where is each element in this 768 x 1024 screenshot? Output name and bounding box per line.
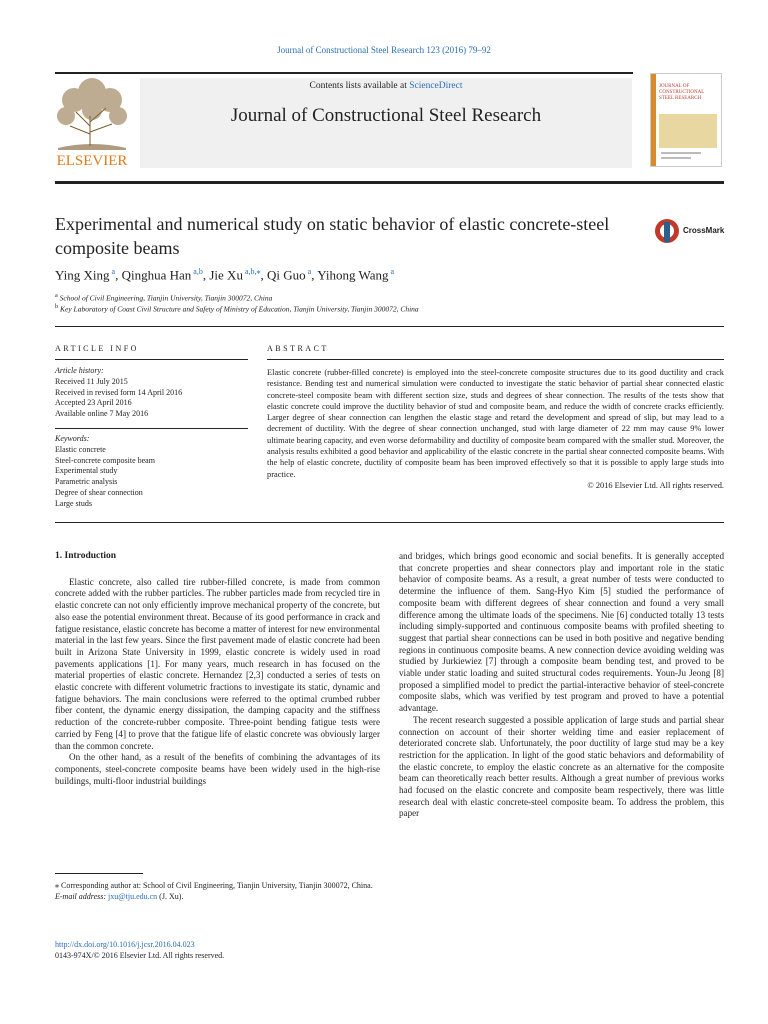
journal-cover[interactable] [650, 73, 722, 167]
author-affiliation-marker[interactable]: a [390, 267, 395, 276]
elsevier-tree-logo [52, 76, 132, 168]
journal-title[interactable]: Journal of Constructional Steel Research [230, 105, 542, 126]
author-affiliation-marker[interactable]: a,b [193, 267, 203, 276]
article-info-heading: ARTICLE INFO [55, 344, 139, 353]
crossmark-icon [654, 216, 680, 246]
cover-title: JOURNAL OF CONSTRUCTIONAL STEEL RESEARCH [659, 84, 705, 101]
cover-line [661, 157, 691, 159]
abstract-text: Elastic concrete (rubber-filled concrete) is employed into the steel-concrete composite structures due to its good ductility and crack resistance. Bending test and numerical simulation were conducted to investigate the static behavior of partial shear connected elastic concrete-steel composite beam with different section size, studs and degrees of shear connection. The results of the tests show that elastic concrete could improve the ductility behavior of stud and composite beam, and reduce the width of concrete cracks efficiently. Larger degree of shear connection can lengthen the elastic stage and retard the development and spread of slip, but may lead to a decrement of ductility. With the degree of shear connection unchanged, stud with large diameter of 22 mm may cause 9% lower ultimate bearing capacity, and even worse deformability and ductility of composite beam compared with the smaller stud. Moreover, the analysis results exhibited a good behavior and applicability of the elastic concrete in the partial shear connected composite beams. With the help of elastic concrete, ductility of composite beam has been improved effectively so that it is possible to apply large studs into practice. [267, 368, 724, 479]
email-suffix: (J. Xu). [157, 891, 184, 901]
footnote-rule [55, 873, 143, 874]
email-line [55, 892, 380, 903]
paragraph: The recent research suggested a possible application of large studs and partial shear connection on account of their shorter welding time and easier replacement of deteriorated concrete slab. Unfortunately, the poor ductility of large stud may be a key restriction for the application. In light of the good static behaviors and deformability of the elastic concrete, to employ the elastic concrete as an alternative for the composite beam can theoretically reach better results. Although a great number of previous works had focused on the elastic concrete and composite beam respectively, there was little research deal with elastic concrete-steel composite beam. To address the problem, this paper [399, 714, 724, 819]
journal-reference[interactable]: Journal of Constructional Steel Research 123 (2016) 79–92 [277, 45, 491, 55]
elsevier-wordmark: ELSEVIER [56, 153, 128, 168]
paragraph: Elastic concrete, also called tire rubber-filled concrete, is made from common concrete added with the rubber particles. The rubber particles made from recycled tire in elastic concrete can not only efficiently improve mechanical property of the concrete, but also ease the potential environment threat. Because of its good performance in crack and fatigue resistance, elastic concrete has become a matter of interest for new environmental material in the last few years. Since the first pavement made of elastic concrete had been built in Arizona State University in 1999, elastic concrete is widely used in road pavements applications [1]. For many years, much research in has focused on the material properties of elastic concrete. Hernandez [2,3] conducted a series of tests on elastic concrete with different volumetric fractions to investigate its static, dynamic and fatigue behaviors. The main conclusions were referred to the optimal crumbed rubber fiber content, the dynamic energy dissipation, the damping capacity and the stiffness reduction of the concrete-rubber composite. Three-point bending fatigue tests were carried by Feng [4] to prove that the fatigue life of elastic concrete was obviously larger than the common concrete. [55, 576, 380, 751]
sciencedirect-link[interactable]: ScienceDirect [409, 81, 463, 91]
divider [55, 522, 724, 523]
section-heading: 1. Introduction [55, 551, 117, 561]
history-item: Received in revised form 14 April 2016 [55, 387, 183, 397]
author-affiliation-marker[interactable]: a [111, 267, 116, 276]
author-affiliation-marker[interactable]: a [307, 267, 312, 276]
issn-line: 0143-974X/© 2016 Elsevier Ltd. All rights reserved. [55, 950, 225, 960]
crossmark-label: CrossMark [683, 226, 725, 235]
affiliation-marker: a [55, 292, 58, 299]
author-name[interactable]: Yihong Wang [317, 267, 389, 283]
corresponding-author-note: ⁎ Corresponding author at: School of Civil Engineering, Tianjin University, Tianjin 300072, China. [55, 881, 373, 890]
article-title: Experimental and numerical study on static behavior of elastic concrete-steel composite beams [55, 214, 610, 258]
author-name[interactable]: Jie Xu [209, 267, 243, 283]
abstract-body [267, 367, 724, 491]
cover-line [661, 152, 701, 154]
affiliation-text: School of Civil Engineering, Tianjin University, Tianjin 300072, China [59, 293, 273, 303]
author-name[interactable]: Qinghua Han [121, 267, 192, 283]
keyword: Elastic concrete [55, 444, 106, 454]
crossmark-badge[interactable] [654, 216, 734, 246]
right-column [399, 551, 724, 820]
history-item: Received 11 July 2015 [55, 376, 128, 386]
divider [55, 428, 248, 429]
affiliation [55, 303, 419, 314]
header-rule [55, 72, 633, 74]
history-label: Article history: [55, 366, 104, 375]
email-link[interactable]: jxu@tju.edu.cn [108, 891, 158, 901]
keyword: Experimental study [55, 466, 118, 476]
affiliation [55, 292, 272, 303]
keywords [55, 434, 255, 510]
keyword: Steel-concrete composite beam [55, 455, 155, 465]
author-list: Ying Xing $^a$, Qinghua Han $^{a,b}$, Jie Xu $^{a,b,⁎}$, Qi Guo $^a$, Yihong Wang $^a$ [55, 267, 395, 283]
keywords-label: Keywords: [55, 434, 90, 443]
keyword: Large studs [55, 498, 92, 508]
email-label: E-mail address: [55, 891, 109, 901]
article-history [55, 366, 255, 420]
divider [55, 359, 248, 360]
affiliation-marker: b [55, 303, 59, 310]
paragraph: On the other hand, as a result of the benefits of combining the advantages of its components, steel-concrete composite beams have been widely used in the high-rise buildings, multi-floor industrial buildings [55, 752, 380, 786]
author-name[interactable]: Qi Guo [267, 267, 306, 283]
abstract-copyright: © 2016 Elsevier Ltd. All rights reserved. [587, 480, 724, 490]
history-item: Accepted 23 April 2016 [55, 398, 132, 408]
contents-line [140, 81, 632, 91]
keyword: Degree of shear connection [55, 487, 143, 497]
author-affiliation-marker[interactable]: a,b,⁎ [244, 267, 261, 276]
abstract-heading: ABSTRACT [267, 344, 329, 353]
contents-prefix: Contents lists available at [309, 81, 410, 91]
left-column [55, 551, 380, 787]
doi-block [55, 940, 224, 961]
divider [55, 326, 724, 327]
keyword: Parametric analysis [55, 477, 118, 487]
cover-spine [651, 74, 656, 166]
doi-link[interactable]: http://dx.doi.org/10.1016/j.jcsr.2016.04.023 [55, 940, 195, 949]
paragraph: and bridges, which brings good economic and social benefits. It is generally accepted that concrete properties and shear connectors play and important role in the static behavior of composite beams. As a result, a great number of tests were conducted to determine the influence of them. Sang-Hyo Kim [5] studied the performance of composite beam with different degrees of shear connection and found a very small difference among the ultimate loads of the specimens. Nie [6] conducted totally 13 tests including simply-supported and continuous composite beams with profiled sheeting to suggest that partial shear connections can be used in both positive and negative bending regions in continuous composite beams. A new connection device avoiding welding was studied by Jurkiewiez [7] through a composite beam bending test, and proved to be viable under static loading and suited structural codes requirements. Youn-Ju Jeong [8] proposed a simplified model to predict the partial-interactive behavior of steel-concrete composite slabs, which was verified by test program and proved to have a potential advantage. [399, 551, 724, 714]
history-item: Available online 7 May 2016 [55, 409, 149, 419]
header-thick-rule [55, 181, 724, 184]
cover-image [659, 114, 717, 148]
author-name[interactable]: Ying Xing [55, 267, 110, 283]
divider [267, 359, 724, 360]
footnote [55, 881, 380, 902]
affiliation-text: Key Laboratory of Coast Civil Structure and Safety of Ministry of Education, Tianjin University, Tianjin 300072, China [60, 304, 419, 314]
